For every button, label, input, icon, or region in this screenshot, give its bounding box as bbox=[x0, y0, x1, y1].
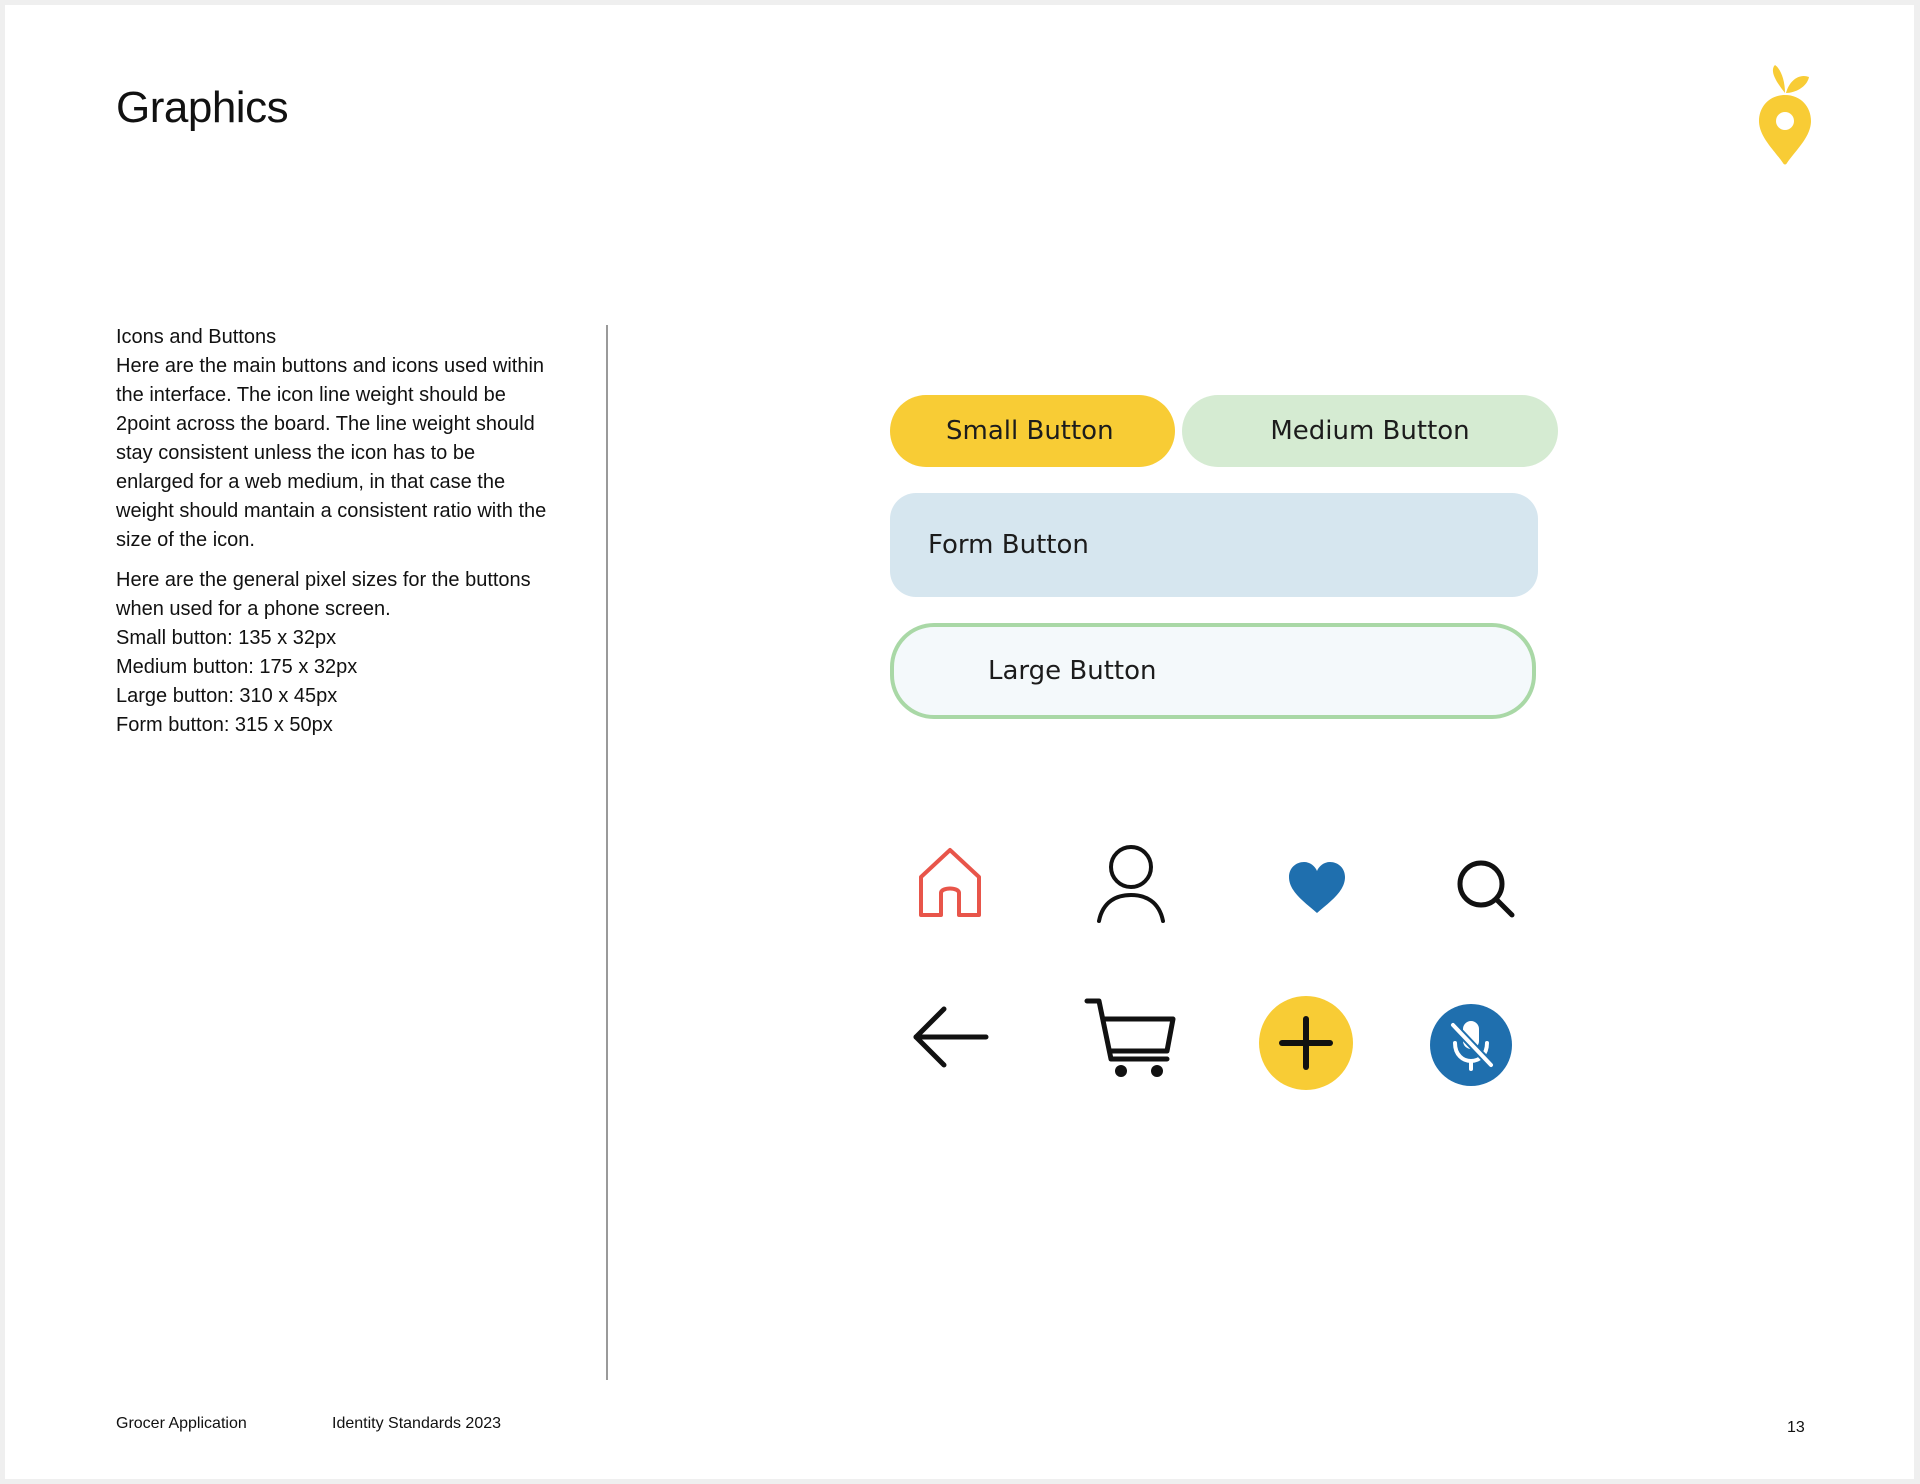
arrow-left-icon[interactable] bbox=[910, 1005, 990, 1069]
button-size-list bbox=[116, 624, 556, 740]
home-icon[interactable] bbox=[915, 845, 985, 919]
section-heading: Icons and Buttons bbox=[116, 326, 277, 348]
document-page bbox=[5, 5, 1914, 1479]
add-icon[interactable] bbox=[1258, 995, 1354, 1091]
heart-icon[interactable] bbox=[1287, 861, 1347, 915]
column-divider bbox=[606, 325, 608, 1380]
description-paragraph-2: Here are the general pixel sizes for the buttons when used for a phone screen. bbox=[116, 569, 531, 620]
mic-off-icon[interactable] bbox=[1429, 1003, 1513, 1087]
user-icon[interactable] bbox=[1095, 843, 1167, 925]
page-number: 13 bbox=[1787, 1419, 1805, 1436]
medium-button[interactable]: Medium Button bbox=[1182, 395, 1558, 467]
size-item-form: Form button: 315 x 50px bbox=[116, 714, 333, 736]
page-title: Graphics bbox=[116, 83, 289, 132]
form-button[interactable]: Form Button bbox=[890, 493, 1538, 597]
large-button[interactable]: Large Button bbox=[890, 623, 1536, 719]
search-icon[interactable] bbox=[1454, 857, 1518, 921]
footer-doc-name: Identity Standards 2023 bbox=[332, 1415, 502, 1432]
small-button[interactable]: Small Button bbox=[890, 395, 1175, 467]
carrot-location-pin-logo-icon bbox=[1755, 61, 1815, 165]
size-item-medium: Medium button: 175 x 32px bbox=[116, 656, 358, 678]
cart-icon[interactable] bbox=[1083, 995, 1179, 1081]
description-paragraph-1: Here are the main buttons and icons used within the interface. The icon line weight should be 2point across the board. The line weight should stay consistent unless the icon has to be enlarged for a web medium, in that case the weight should mantain a consistent ratio with the size of the icon. bbox=[116, 355, 547, 551]
size-item-large: Large button: 310 x 45px bbox=[116, 685, 338, 707]
size-item-small: Small button: 135 x 32px bbox=[116, 627, 337, 649]
description-column bbox=[116, 323, 556, 740]
footer-app-name: Grocer Application bbox=[116, 1415, 247, 1432]
